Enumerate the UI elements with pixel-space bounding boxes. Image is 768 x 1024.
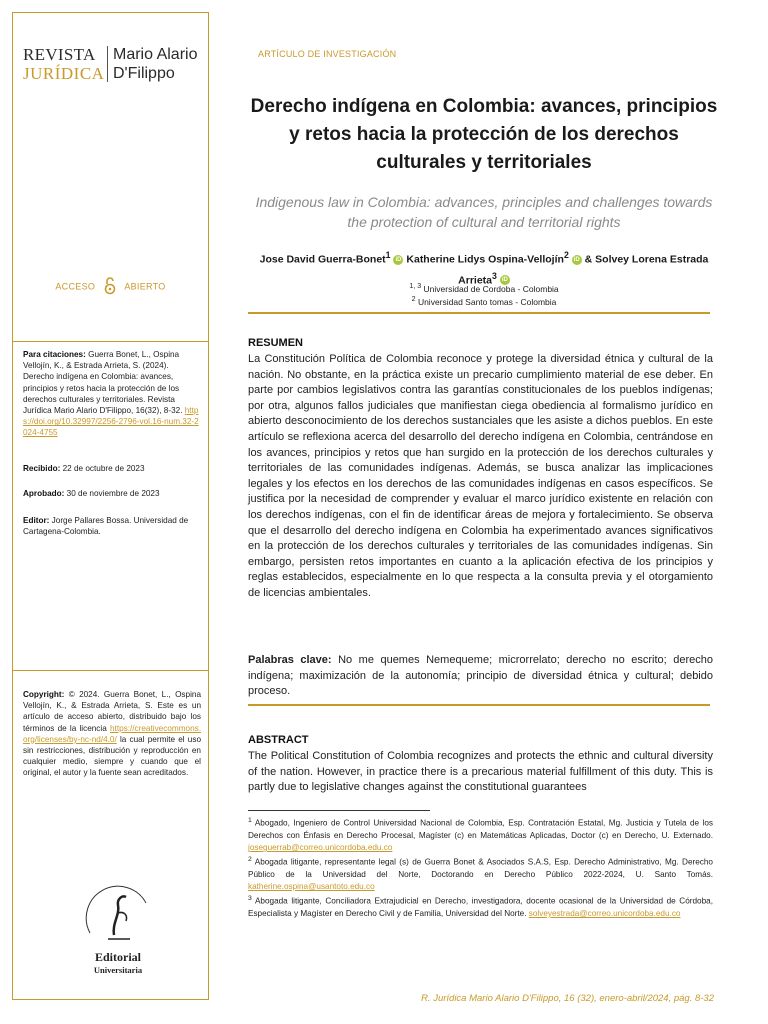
abstract-heading: ABSTRACT — [248, 734, 309, 746]
affiliation-1-sup: 1, 3 — [409, 282, 422, 290]
logo-line1: REVISTA — [23, 45, 96, 64]
affiliation-2-text: Universidad Santo tomas - Colombia — [417, 296, 557, 307]
footnote-2-text: Abogada litigante, representante legal (s) de Guerra Bonet & Asociados S.A.S, Esp. Derecho Administrativo, Mg. Derecho Público de la Universidad del Norte, Doctorando en Derecho Público 2022-2024, U. Santo Tomás. — [248, 857, 713, 879]
footnote-rule — [248, 810, 430, 811]
sidebar — [12, 12, 209, 1000]
affiliation-2 — [248, 295, 720, 307]
footnote-2-email[interactable]: katherine.ospina@usantoto.edu.co — [248, 882, 375, 892]
copyright-label: Copyright: — [23, 690, 65, 699]
orcid-icon[interactable]: iD — [501, 277, 508, 284]
affiliation-2-sup: 2 — [411, 295, 416, 303]
license-link[interactable]: https://creativecommons.org/licenses/by-nc-nd/4.0/ — [23, 723, 201, 744]
approved-value: 30 de noviembre de 2023 — [66, 489, 160, 498]
author-2: Katherine Lidys Ospina-Vellojín — [406, 253, 564, 266]
open-access-lock-icon — [104, 277, 116, 297]
editor-block — [23, 515, 201, 537]
logo-name1: Mario Alario — [113, 46, 198, 63]
author-3-prefix: & Solvey Lorena Estrada — [584, 253, 709, 266]
publisher-subname: Universitaria — [93, 965, 143, 975]
footnote-3-text: Abogada litigante, Conciliadora Extrajudicial en Derecho, investigadora, docente ocasional de la Universidad de Córdoba, Especialista y Magíster en Derecho Civil y de Familia, Universidad del Norte. — [248, 896, 713, 918]
footnote-3-sup: 3 — [248, 895, 252, 902]
open-access-left: ACCESO — [55, 281, 96, 292]
logo-line2: JURÍDICA — [23, 64, 105, 83]
copyright-text1: © 2024. Guerra Bonet, L., Ospina Vellojín, K., & Estrada Arrieta, S. Este es un artículo de acceso abierto, distribuido bajo los términos de la licencia — [23, 690, 202, 733]
resumen-body: La Constitución Política de Colombia reconoce y protege la diversidad étnica y cultural de la nación. No obstante, en la práctica existe un precario cumplimiento material de ese deber. En parte por cambios legislativos contra las garantías constitucionales de los pueblos indígenas; por otra, algunos fallos judiciales que manifiestan ciega obediencia al formalismo jurídico en abierto desconocimiento de los derechos sustanciales que les asiste a dichos pueblos. En este artículo se reflexiona acerca del desarrollo del derecho indígena en Colombia, centrándose en los avances, principios y retos que han surgido en la protección de los derechos culturales y territoriales de las comunidades indígenas. Además, se busca analizar las implicaciones legales y los efectos en los derechos de las comunidades indígenas en casos específicos. Se justifica por la necesidad de comprender y evaluar el marco jurídico existente en relación con los derechos indígenas, con el fin de identificar áreas de mejora y fortalecimiento. Se observa que el desarrollo del derecho indígena en Colombia ha experimentado avances significativos en la protección de los derechos culturales y territoriales de las comunidades indígenas. Sin embargo, persisten retos importantes en cuanto a la aplicación efectiva de los principios y reglas establecidos, especialmente en lo que respecta a la consulta previa y el otorgamiento de licencias ambientales. — [248, 353, 713, 599]
copyright-block — [23, 689, 201, 779]
orcid-icon[interactable]: iD — [573, 256, 580, 263]
article-title: Derecho indígena en Colombia: avances, principios y retos hacia la protección de los derechos culturales y territoriales — [250, 96, 718, 173]
journal-logo — [23, 45, 203, 95]
footnote-3 — [248, 893, 713, 920]
citation-text: Guerra Bonet, L., Ospina Vellojín, K., & Estrada Arrieta, S. (2024). Derecho indígena en Colombia: avances, principios y retos hacia la protección de los derechos culturales y territoriales. Revista Jurídica Mario Alario D'Filippo, 16(32), 8-32. — [23, 350, 183, 416]
author-2-sup: 2 — [563, 250, 569, 260]
author-3-sup: 3 — [492, 270, 497, 281]
sidebar-divider-top — [13, 341, 208, 342]
footnote-1-email[interactable]: joseguerrab@correo.unicordoba.edu.co — [248, 843, 393, 853]
footnote-1 — [248, 815, 713, 854]
publisher-logo — [68, 873, 168, 993]
orcid-icon[interactable]: iD — [395, 256, 402, 263]
editor-label: Editor: — [23, 516, 50, 525]
sidebar-divider-bottom — [13, 670, 208, 671]
rule-mid — [248, 704, 710, 706]
citation-doi-link[interactable]: https://doi.org/10.32997/2256-2796-vol.16-num.32-2024-4755 — [23, 406, 199, 438]
abstract-body: The Political Constitution of Colombia recognizes and protects the ethnic and cultural diversity of the nation. However, in practice there is a precarious material fulfillment of this duty. This is partly due to legislative changes against the constitutional guarantees — [248, 750, 713, 794]
author-3-suffix: Arrieta — [458, 274, 493, 286]
page-footer-citation: R. Jurídica Mario Alario D'Filippo, 16 (32), enero-abril/2024, pág. 8-32 — [421, 993, 714, 1004]
keywords — [248, 653, 713, 700]
keywords-label: Palabras clave: — [248, 654, 332, 666]
resumen-heading: RESUMEN — [248, 337, 304, 349]
footnote-3-email[interactable]: solveyestrada@correo.unicordoba.edu.co — [528, 908, 681, 918]
keywords-text: No me quemes Nemequeme; microrrelato; derecho no escrito; derecho indígena; maximización de la autonomía; principio de diversidad étnica y cultural; debido proceso. — [248, 654, 713, 698]
logo-name2: D'Filippo — [113, 65, 175, 82]
approved-label: Aprobado: — [23, 489, 65, 498]
citation-block — [23, 349, 201, 439]
footnote-2-sup: 2 — [248, 856, 252, 863]
affiliation-1-text: Universidad de Cordoba - Colombia — [423, 283, 559, 294]
open-access-badge — [13, 277, 208, 297]
received-label: Recibido: — [23, 464, 61, 473]
article-subtitle: Indigenous law in Colombia: advances, principles and challenges towards the protection of cultural and territorial rights — [255, 194, 713, 230]
copyright-text2: la cual permite el uso sin restricciones, distribución y reproducción en cualquier medio, siempre y cuando que el original, el autor y la fuente sean acreditados. — [23, 734, 201, 778]
affiliation-1 — [248, 282, 720, 294]
received-value: 22 de octubre de 2023 — [62, 464, 145, 473]
author-1-sup: 1 — [385, 250, 391, 260]
received-date — [23, 463, 201, 474]
footnote-2 — [248, 854, 713, 893]
article-category: ARTÍCULO DE INVESTIGACIÓN — [258, 49, 397, 59]
author-1: Jose David Guerra-Bonet — [259, 253, 386, 266]
publisher-name: Editorial — [94, 950, 141, 964]
footnote-1-sup: 1 — [248, 817, 252, 824]
open-access-right: ABIERTO — [124, 281, 166, 292]
citation-label: Para citaciones: — [23, 350, 86, 359]
publisher-logo-icon — [68, 873, 168, 951]
editor-value: Jorge Pallares Bossa. Universidad de Cartagena-Colombia. — [23, 516, 189, 537]
approved-date — [23, 488, 201, 499]
rule-top — [248, 312, 710, 314]
logo-divider — [107, 46, 108, 82]
footnote-1-text: Abogado, Ingeniero de Control Universidad Nacional de Colombia, Esp. Contratación Estatal, Mg. Justicia y Tutela de los Derechos con Énfasis en Derecho Procesal, Magíster (c) en Matemáticas Aplicadas, Doctor (c) en Derecho, U. Externado. — [248, 818, 713, 840]
